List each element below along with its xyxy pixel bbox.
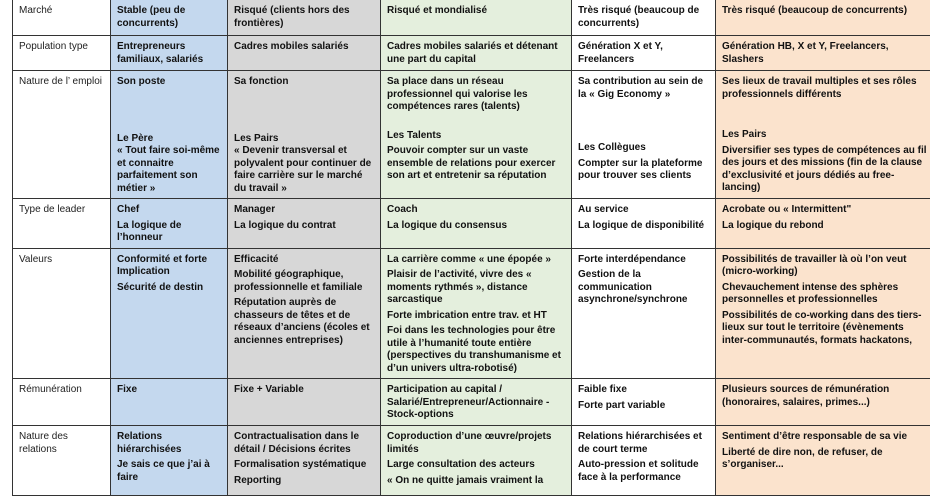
cell-text: Participation au capital / Salarié/Entrepreneur/Actionnaire - Stock-options	[387, 384, 566, 422]
row-leader	[13, 199, 930, 249]
cell-text: Chef	[117, 204, 222, 217]
cell-population-col2: Cadres mobiles salariés	[228, 36, 381, 71]
cell-text: Réputation auprès de chasseurs de têtes et de réseaux d’anciens (écoles et anciennes entreprises)	[234, 297, 375, 347]
cell-text: Au service	[578, 204, 710, 217]
row-label-marche: Marché	[13, 0, 111, 36]
cell-text: Sa contribution au sein de la « Gig Economy »	[578, 76, 710, 101]
cell-text: Formalisation systématique	[234, 459, 375, 472]
cell-leader-col1	[111, 199, 228, 249]
row-relations	[13, 426, 930, 496]
cell-text: « Tout faire soi-même et connaitre parfaitement son métier »	[117, 145, 222, 195]
cell-text: Fixe + Variable	[234, 384, 375, 397]
cell-marche-col3: Risqué et mondialisé	[381, 0, 572, 36]
cell-relations-col5	[716, 426, 930, 496]
cell-leader-col5	[716, 199, 930, 249]
cell-text: Faible fixe	[578, 384, 710, 397]
cell-text: La logique du contrat	[234, 220, 375, 233]
cell-text: Reporting	[234, 475, 375, 488]
cell-text: Mobilité géographique, professionnelle et familiale	[234, 269, 375, 294]
cell-text: Compter sur la plateforme pour trouver ses clients	[578, 158, 710, 183]
row-valeurs	[13, 248, 930, 379]
cell-text: Pouvoir compter sur un vaste ensemble de relations pour exercer son art et entretenir sa réputation	[387, 145, 566, 183]
cell-text: Acrobate ou « Intermittent"	[722, 204, 927, 217]
cell-nature-emploi-col3	[381, 71, 572, 199]
cell-text: Plusieurs sources de rémunération (honoraires, salaires, primes...)	[722, 384, 927, 409]
cell-text: Auto-pression et solitude face à la performance	[578, 459, 710, 484]
cell-text: Liberté de dire non, de refuser, de s’organiser...	[722, 447, 927, 472]
cell-text: Ses lieux de travail multiples et ses rôles professionnels différents	[722, 76, 927, 101]
cell-text: Plaisir de l’activité, vivre des « moments rythmés », distance sarcastique	[387, 269, 566, 307]
cell-text: Forte interdépendance	[578, 254, 710, 267]
cell-population-col1: Entrepreneurs familiaux, salariés	[111, 36, 228, 71]
cell-population-col4: Génération X et Y, Freelancers	[572, 36, 716, 71]
cell-text: « Devenir transversal et polyvalent pour continuer de faire carrière sur le marché du travail »	[234, 145, 375, 195]
cell-text: Conformité et forte Implication	[117, 254, 222, 279]
cell-marche-col4: Très risqué (beaucoup de concurrents)	[572, 0, 716, 36]
cell-text: Les Collègues	[578, 142, 710, 155]
cell-valeurs-col3	[381, 248, 572, 379]
cell-text: Le Père	[117, 133, 222, 146]
row-label-relations: Nature des relations	[13, 426, 111, 496]
cell-population-col3: Cadres mobiles salariés et détenant une part du capital	[381, 36, 572, 71]
cell-text: La logique de disponibilité	[578, 220, 710, 233]
cell-relations-col2	[228, 426, 381, 496]
cell-text: Relations hiérarchisées	[117, 431, 222, 456]
cell-text: Son poste	[117, 76, 222, 89]
cell-text: Large consultation des acteurs	[387, 459, 566, 472]
cell-nature-emploi-col5	[716, 71, 930, 199]
cell-text: Sa fonction	[234, 76, 375, 89]
cell-text: Possibilités de travailler là où l’on veut (micro-working)	[722, 254, 927, 279]
cell-text: Sa place dans un réseau professionnel qui valorise les compétences rares (talents)	[387, 76, 566, 114]
cell-text: La logique de l’honneur	[117, 220, 222, 245]
cell-relations-col1	[111, 426, 228, 496]
cell-marche-col1: Stable (peu de concurrents)	[111, 0, 228, 36]
cell-text: Les Talents	[387, 130, 566, 143]
cell-valeurs-col5	[716, 248, 930, 379]
cell-relations-col3	[381, 426, 572, 496]
cell-text: Manager	[234, 204, 375, 217]
row-marche	[13, 0, 930, 36]
cell-text: « On ne quitte jamais vraiment la	[387, 475, 566, 488]
row-label-leader: Type de leader	[13, 199, 111, 249]
cell-leader-col2	[228, 199, 381, 249]
cell-marche-col5: Très risqué (beaucoup de concurrents)	[716, 0, 930, 36]
cell-text: Les Pairs	[722, 129, 927, 142]
cell-text: Sécurité de destin	[117, 282, 222, 295]
cell-text: Foi dans les technologies pour être utile à l’humanité toute entière (perspectives du transhumanisme et d’un univers ultra-robotisé)	[387, 325, 566, 375]
cell-text: La logique du rebond	[722, 220, 927, 233]
cell-remuneration-col2	[228, 379, 381, 426]
row-label-population: Population type	[13, 36, 111, 71]
cell-text: Les Pairs	[234, 133, 375, 146]
cell-text: Coproduction d’une œuvre/projets limités	[387, 431, 566, 456]
cell-nature-emploi-col1	[111, 71, 228, 199]
cell-text: Je sais ce que j’ai à faire	[117, 459, 222, 484]
cell-population-col5: Génération HB, X et Y, Freelancers, Slashers	[716, 36, 930, 71]
cell-nature-emploi-col4	[572, 71, 716, 199]
cell-text: Gestion de la communication asynchrone/synchrone	[578, 269, 710, 307]
cell-text: Diversifier ses types de compétences au fil des jours et des missions (fin de la clause d’exclusivité et jours dédiés au free-lancing)	[722, 145, 927, 195]
cell-nature-emploi-col2	[228, 71, 381, 199]
cell-valeurs-col1	[111, 248, 228, 379]
cell-leader-col3	[381, 199, 572, 249]
cell-valeurs-col4	[572, 248, 716, 379]
row-remuneration	[13, 379, 930, 426]
cell-text: La carrière comme « une épopée »	[387, 254, 566, 267]
cell-text: Coach	[387, 204, 566, 217]
row-population	[13, 36, 930, 71]
cell-remuneration-col3	[381, 379, 572, 426]
cell-text: Forte part variable	[578, 400, 710, 413]
comparison-table	[12, 0, 930, 496]
cell-valeurs-col2	[228, 248, 381, 379]
cell-text: Fixe	[117, 384, 222, 397]
cell-text: Possibilités de co-working dans des tiers-lieux sur tout le territoire (évènements inter-communautés, formats hackatons,	[722, 310, 927, 348]
cell-remuneration-col5	[716, 379, 930, 426]
cell-marche-col2: Risqué (clients hors des frontières)	[228, 0, 381, 36]
cell-text: Contractualisation dans le détail / Décisions écrites	[234, 431, 375, 456]
row-nature-emploi	[13, 71, 930, 199]
row-label-valeurs: Valeurs	[13, 248, 111, 379]
row-label-remuneration: Rémunération	[13, 379, 111, 426]
cell-relations-col4	[572, 426, 716, 496]
row-label-nature-emploi: Nature de l’ emploi	[13, 71, 111, 199]
cell-text: Sentiment d’être responsable de sa vie	[722, 431, 927, 444]
cell-text: La logique du consensus	[387, 220, 566, 233]
cell-remuneration-col1	[111, 379, 228, 426]
cell-text: Relations hiérarchisées et de court terme	[578, 431, 710, 456]
cell-remuneration-col4	[572, 379, 716, 426]
cell-text: Forte imbrication entre trav. et HT	[387, 310, 566, 323]
cell-leader-col4	[572, 199, 716, 249]
cell-text: Chevauchement intense des sphères personnelles et professionnelles	[722, 282, 927, 307]
cell-text: Efficacité	[234, 254, 375, 267]
